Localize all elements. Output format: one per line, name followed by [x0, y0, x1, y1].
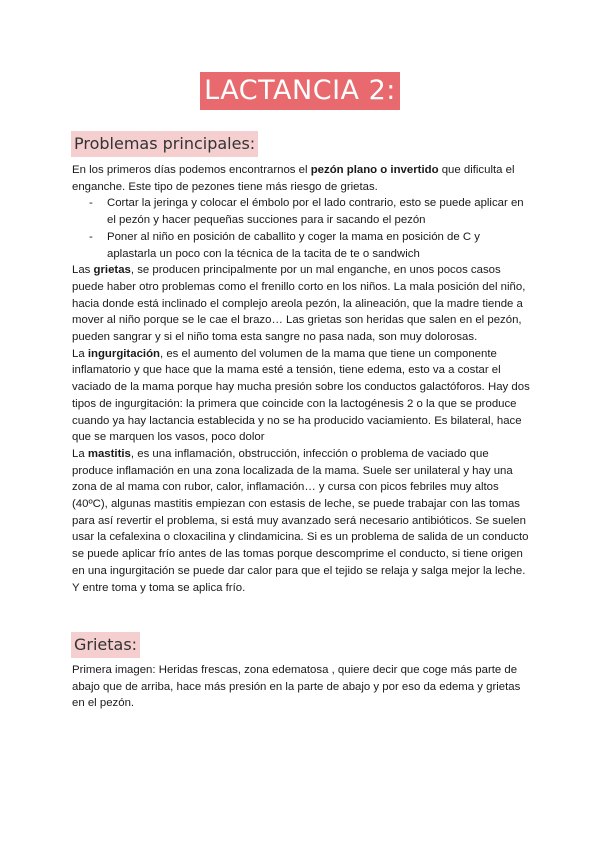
solutions-list — [72, 195, 532, 262]
intro-paragraph: En los primeros días podemos encontrarnos el pezón plano o invertido que dificulta el enganche. Este tipo de pezones tiene más riesgo de grietas. — [72, 164, 515, 193]
bold-term-mastitis: mastitis — [87, 447, 131, 460]
dash-bullet: - — [89, 197, 93, 210]
paragraph-grietas: Las grietas, se producen principalmente por un mal enganche, en unos pocos casos puede haber otro problemas como el frenillo corto en los niños. La mala posición del niño, hacia donde está inclinado el complejo areola pezón, la alineación, que la madre tiende a mover al niño porque se le cae el brazo… Las grietas son heridas que salen en el pezón, pueden sangrar y si el niño toma esta sangre no pasa nada, son muy dolorosas. — [72, 264, 526, 344]
section-heading-problemas: Problemas principales: — [71, 131, 258, 157]
page-title: LACTANCIA 2: — [200, 72, 400, 110]
title-wrapper — [0, 72, 600, 110]
section-body-grietas — [72, 662, 532, 712]
bold-term-grietas: grietas — [93, 264, 131, 277]
dash-bullet: - — [89, 230, 93, 243]
section-body-problemas — [72, 162, 532, 596]
list-item: - Poner al niño en posición de caballito y coger la mama en posición de C y aplastarla un poco con la técnica de la tacita de te o sandwich — [89, 230, 480, 260]
list-item: - Cortar la jeringa y colocar el émbolo por el lado contrario, esto se puede aplicar en el pezón y hacer pequeñas succiones para ir sacando el pezón — [89, 197, 524, 227]
bold-term-pezon: pezón plano o invertido — [310, 164, 439, 176]
paragraph-mastitis: La mastitis, es una inflamación, obstrucción, infección o problema de vaciado que produce inflamación en una zona localizada de la mama. Suele ser unilateral y hay una zona de al mama con rubor, calor, inflamación… y cursa con picos febriles muy altos (40ºC), algunas mastitis empiezan con estasis de leche, se puede trabajar con las tomas para así revertir el problema, si está muy avanzado será necesario antibióticos. Se suelen usar la cefalexina o cloxacilina y clindamicina. Si es un problema de salida de un conducto se puede aplicar frío antes de las tomas porque descomprime el conducto, si tiene origen en una ingurgitación se puede dar calor para que el tejido se relaja y salga mejor la leche. Y entre toma y toma se aplica frío. — [72, 447, 529, 594]
section-heading-grietas: Grietas: — [71, 632, 140, 658]
paragraph-primera-imagen: Primera imagen: Heridas frescas, zona edematosa , quiere decir que coge más parte de abajo que de arriba, hace más presión en la parte de abajo y por eso da edema y grietas en el pezón. — [72, 664, 521, 710]
paragraph-ingurgitacion: La ingurgitación, es el aumento del volumen de la mama que tiene un componente inflamatorio y que hace que la mama esté a tensión, tiene edema, esto va a costar el vaciado de la mama porque hay mucha presión sobre los conductos galactóforos. Hay dos tipos de ingurgitación: la primera que coincide con la lactogénesis 2 o la que se produce cuando ya hay lactancia establecida y no se ha producido vaciamiento. Es bilateral, hace que se marquen los vasos, poco dolor — [72, 347, 530, 444]
bold-term-ingurgitacion: ingurgitación — [87, 347, 160, 360]
